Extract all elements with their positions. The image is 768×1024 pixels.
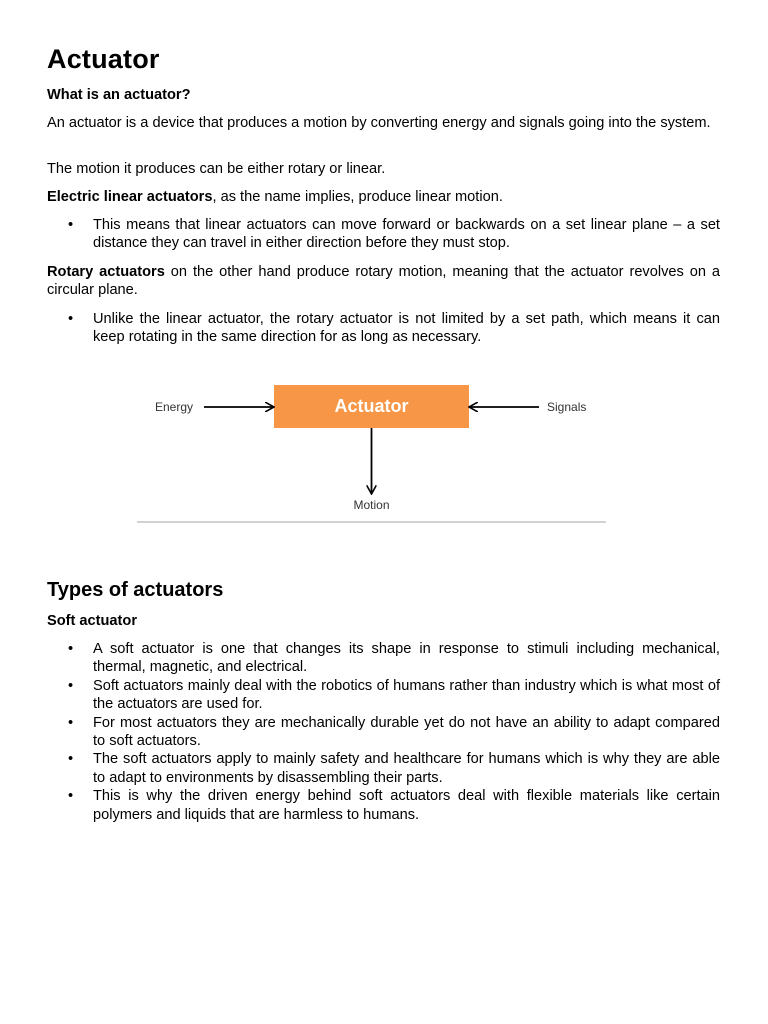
soft-bullet-list: [47, 640, 720, 824]
rotary-paragraph: [47, 263, 720, 300]
list-item-text: Unlike the linear actuator, the rotary actuator is not limited by a set path, which means it can keep rotating in the same direction for as long as necessary.: [93, 311, 720, 346]
list-item: [47, 750, 720, 787]
list-item: [47, 216, 720, 253]
bullet-dot: •: [68, 788, 74, 805]
intro-paragraph: An actuator is a device that produces a motion by converting energy and signals going into the system.: [47, 115, 711, 131]
list-item-text: Soft actuators mainly deal with the robotics of humans rather than industry which is what most of the actuators are used for.: [93, 677, 720, 713]
bullet-dot: •: [68, 714, 74, 731]
motion-label: Motion: [353, 498, 390, 512]
bullet-dot: •: [68, 311, 74, 327]
linear-paragraph: [47, 188, 720, 206]
list-item: [47, 640, 720, 677]
signals-label: Signals: [547, 400, 587, 414]
rotary-term: Rotary actuators: [47, 264, 165, 280]
bullet-dot: •: [68, 751, 74, 768]
bullet-dot: •: [68, 641, 74, 657]
list-item: [47, 787, 720, 824]
actuator-diagram-svg: [137, 370, 607, 525]
list-item-text: For most actuators they are mechanically durable yet do not have an ability to adapt compared to soft actuators.: [93, 714, 720, 750]
rotary-text: on the other hand produce rotary motion, meaning that the actuator revolves on a circular plane.: [47, 264, 720, 299]
actuator-box-label: Actuator: [334, 396, 409, 416]
bullet-dot: •: [68, 677, 74, 694]
list-item-text: This means that linear actuators can move forward or backwards on a set linear plane – a set distance they can travel in either direction before they must stop.: [93, 217, 720, 252]
list-item-text: The soft actuators apply to mainly safety and healthcare for humans which is why they are able to adapt to environments by disassembling their parts.: [93, 751, 720, 786]
actuator-diagram: [137, 370, 607, 525]
motion-paragraph: The motion it produces can be either rotary or linear.: [47, 161, 386, 177]
linear-text: , as the name implies, produce linear motion.: [212, 189, 503, 205]
types-heading: Types of actuators: [47, 579, 224, 601]
list-item-text: A soft actuator is one that changes its shape in response to stimuli including mechanical, thermal, magnetic, and electrical.: [93, 641, 720, 676]
rotary-bullet-list: [47, 310, 720, 347]
what-is-heading: What is an actuator?: [47, 87, 191, 103]
list-item-text: This is why the driven energy behind soft actuators deal with flexible materials like certain polymers and liquids that are harmless to humans.: [93, 788, 720, 823]
list-item: [47, 677, 720, 714]
list-item: [47, 310, 720, 347]
bullet-dot: •: [68, 217, 74, 233]
list-item: [47, 714, 720, 751]
linear-bullet-list: [47, 216, 720, 253]
energy-label: Energy: [155, 400, 194, 414]
linear-term: Electric linear actuators: [47, 189, 213, 205]
soft-actuator-heading: Soft actuator: [47, 613, 137, 629]
page-title: Actuator: [47, 44, 160, 74]
